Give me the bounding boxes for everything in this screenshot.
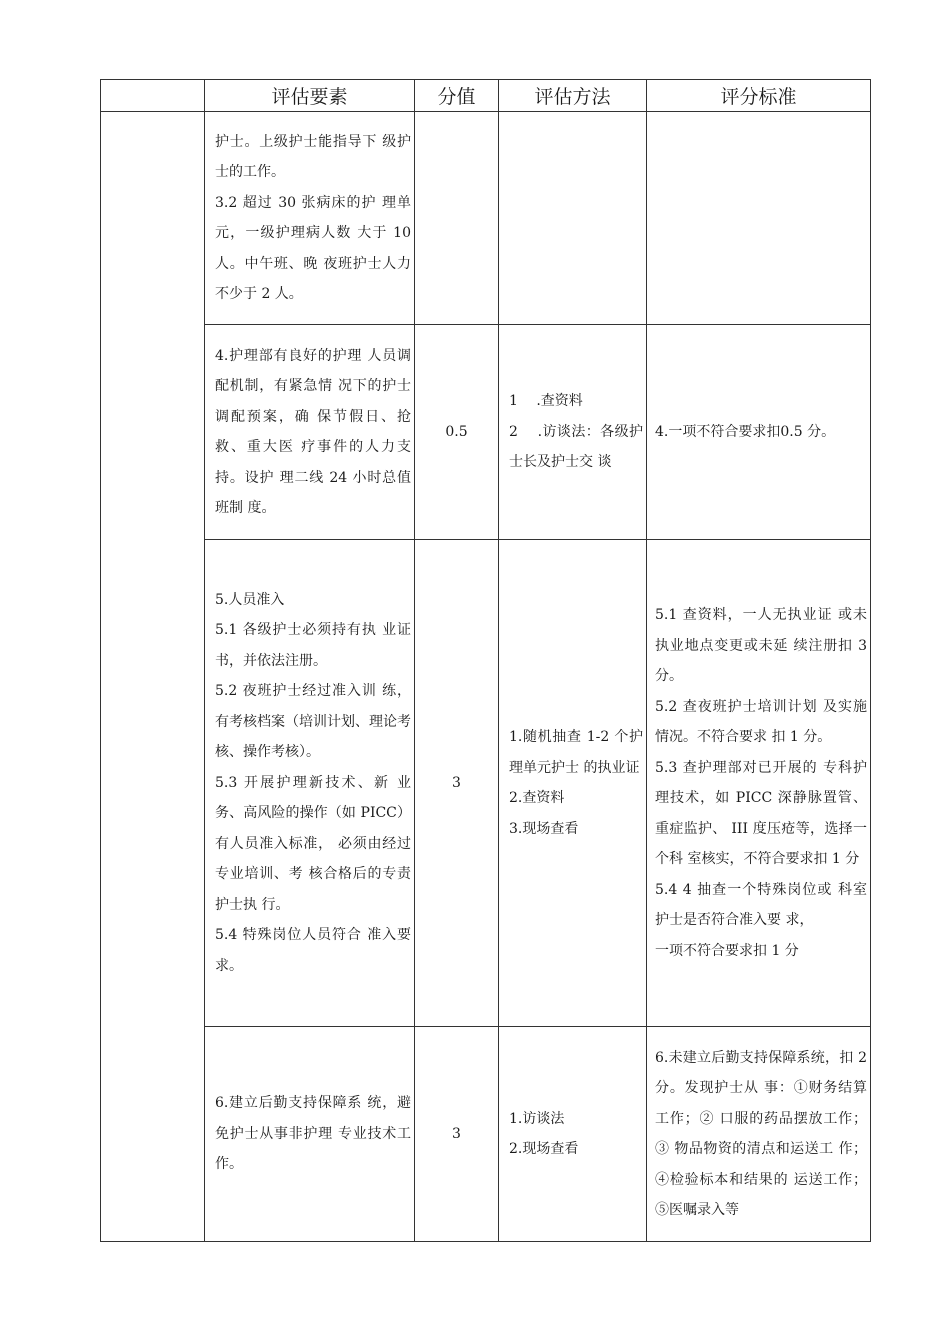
header-method: 评估方法 [499,80,647,112]
element-cell [205,1027,415,1242]
method-cell [499,112,647,325]
header-standard: 评分标准 [647,80,871,112]
header-row [101,80,871,112]
element-text: 护士。上级护士能指导下 级护士的工作。 [215,133,411,180]
method-cell [499,325,647,540]
standard-text: 4.一项不符合要求扣0.5 分。 [655,423,836,440]
header-blank [101,80,205,112]
method-cell [499,1027,647,1242]
table-row [101,112,871,325]
element-cell [205,540,415,1027]
standard-text: 6.未建立后勤支持保障系统，扣 2 分。发现护士从 事：①财务结算工作；② 口服的药品摆放工作；③ 物品物资的清点和运送工 作；④检验标本和结果的 运送工作；⑤医嘱录入等 [655,1049,867,1218]
score-cell [415,112,499,325]
element-text: 5.3 开展护理新技术、新 业务、高风险的操作（如 PICC）有人员准入标准， 必须由经过专业培训、考 核合格后的专责护士执 行。 [215,774,411,913]
table-row [101,325,871,540]
method-cell [499,540,647,1027]
standard-text: 一项不符合要求扣 1 分 [655,942,799,959]
element-text: 4.护理部有良好的护理 人员调配机制，有紧急情 况下的护士调配预案，确 保节假日、抢救、重大医 疗事件的人力支持。设护 理二线 24 小时总值班制 度。 [215,347,411,516]
standard-cell [647,1027,871,1242]
standard-text: 5.2 查夜班护士培训计划 及实施情况。不符合要求 扣 1 分。 [655,698,867,745]
element-text: 5.2 夜班护士经过准入训 练，有考核档案（培训计划、理论考核、操作考核）。 [215,683,411,761]
element-text: 3.2 超过 30 张病床的护 理单元，一级护理病人数 大于 10 人。中午班、晚 夜班护士人力不少于 2 人。 [215,194,411,302]
element-text: 5.4 特殊岗位人员符合 准入要求。 [215,927,411,974]
assessment-table [100,79,871,1242]
score-cell: 3 [415,540,499,1027]
standard-cell [647,112,871,325]
method-text: 2 .访谈法：各级护士长及护士交 谈 [509,423,643,471]
method-text: 1.随机抽查 1-2 个护理单元护士 的执业证 [509,729,643,776]
standard-cell [647,325,871,540]
method-text: 1 .查资料 [509,393,583,410]
category-cell [101,112,205,1242]
score-cell: 3 [415,1027,499,1242]
standard-text: 5.3 查护理部对已开展的 专科护理技术，如 PICC 深静脉置管、重症监护、 III 度压疮等，选择一个科 室核实，不符合要求扣 1 分 [655,759,867,867]
header-element: 评估要素 [205,80,415,112]
standard-cell [647,540,871,1027]
method-text: 2.查资料 [509,790,565,806]
element-text: 5.人员准入 [215,591,285,608]
element-cell [205,325,415,540]
table-row [101,540,871,1027]
element-cell [205,112,415,325]
standard-text: 5.4 4 抽查一个特殊岗位或 科室护士是否符合准入要 求， [655,881,867,928]
table-row [101,1027,871,1242]
element-text: 5.1 各级护士必须持有执 业证书，并依法注册。 [215,622,411,669]
score-cell: 0.5 [415,325,499,540]
header-score: 分值 [415,80,499,112]
method-text: 3.现场查看 [509,820,579,837]
method-text: 1.访谈法 [509,1110,565,1127]
element-text: 6.建立后勤支持保障系 统，避免护士从事非护理 专业技术工作。 [215,1095,411,1173]
method-text: 2.现场查看 [509,1141,579,1157]
standard-text: 5.1 查资料，一人无执业证 或未执业地点变更或未延 续注册扣 3 分。 [655,607,867,684]
